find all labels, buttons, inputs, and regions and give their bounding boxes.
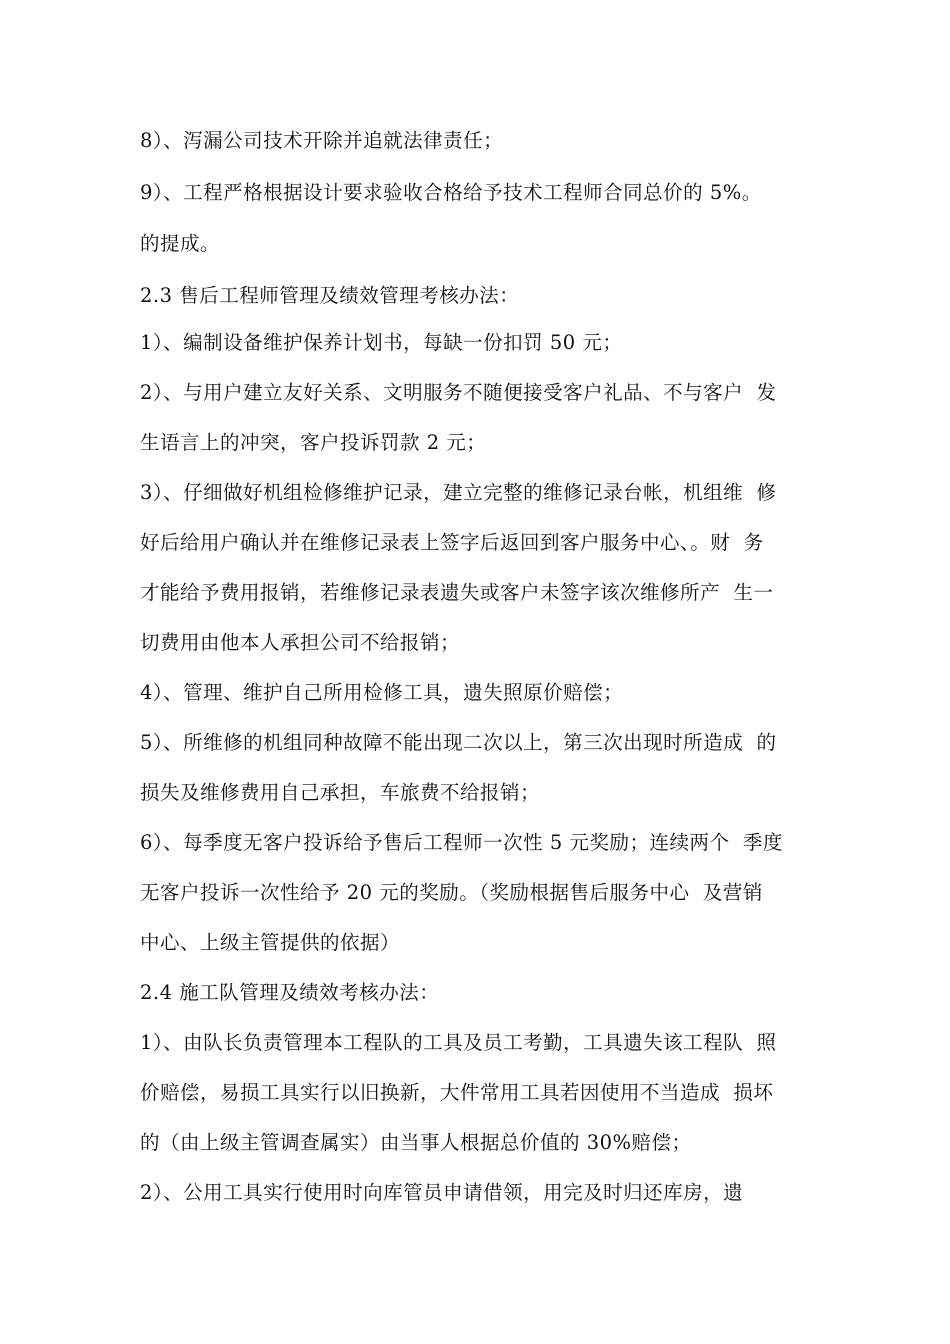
text-line: 生语言上的冲突，客户投诉罚款 2 元； — [140, 431, 487, 454]
section-heading: 2.4 施工队管理及绩效考核办法： — [140, 981, 440, 1004]
text-line: 6）、每季度无客户投诉给予售后工程师一次性 5 元奖励；连续两个 季度 — [140, 831, 783, 854]
text-line: 2）、与用户建立友好关系、文明服务不随便接受客户礼品、不与客户 发 — [140, 381, 777, 404]
text-line: 价赔偿，易损工具实行以旧换新，大件常用工具若因使用不当造成 损坏 — [140, 1081, 774, 1104]
text-line: 4）、管理、维护自己所用检修工具，遗失照原价赔偿； — [140, 681, 624, 704]
text-line: 2）、公用工具实行使用时向库管员申请借领，用完及时归还库房，遗 — [140, 1181, 744, 1204]
text-line: 5）、所维修的机组同种故障不能出现二次以上，第三次出现时所造成 的 — [140, 731, 777, 754]
text-line: 的提成。 — [140, 232, 221, 255]
text-line: 的（由上级主管调查属实）由当事人根据总价值的 30%赔偿； — [140, 1131, 692, 1154]
text-line: 8）、泻漏公司技术开除并追就法律责任； — [140, 129, 504, 152]
text-line: 中心、上级主管提供的依据） — [140, 931, 401, 954]
text-line: 9）、工程严格根据设计要求验收合格给予技术工程师合同总价的 5%。 — [140, 181, 762, 204]
text-line: 好后给用户确认并在维修记录表上签字后返回到客户服务中心、。财 务 — [140, 531, 764, 554]
text-line: 1）、由队长负责管理本工程队的工具及员工考勤，工具遗失该工程队 照 — [140, 1031, 777, 1054]
text-line: 无客户投诉一次性给予 20 元的奖励。（奖励根据售后服务中心 及营销 — [140, 881, 763, 904]
text-line: 1）、编制设备维护保养计划书，每缺一份扣罚 50 元； — [140, 331, 623, 354]
text-line: 才能给予费用报销，若维修记录表遗失或客户未签字该次维修所产 生一 — [140, 581, 774, 604]
text-line: 切费用由他本人承担公司不给报销； — [140, 631, 461, 654]
section-heading: 2.3 售后工程师管理及绩效管理考核办法： — [140, 284, 520, 307]
text-line: 损失及维修费用自己承担，车旅费不给报销； — [140, 781, 541, 804]
text-line: 3）、仔细做好机组检修维护记录，建立完整的维修记录台帐，机组维 修 — [140, 481, 777, 504]
